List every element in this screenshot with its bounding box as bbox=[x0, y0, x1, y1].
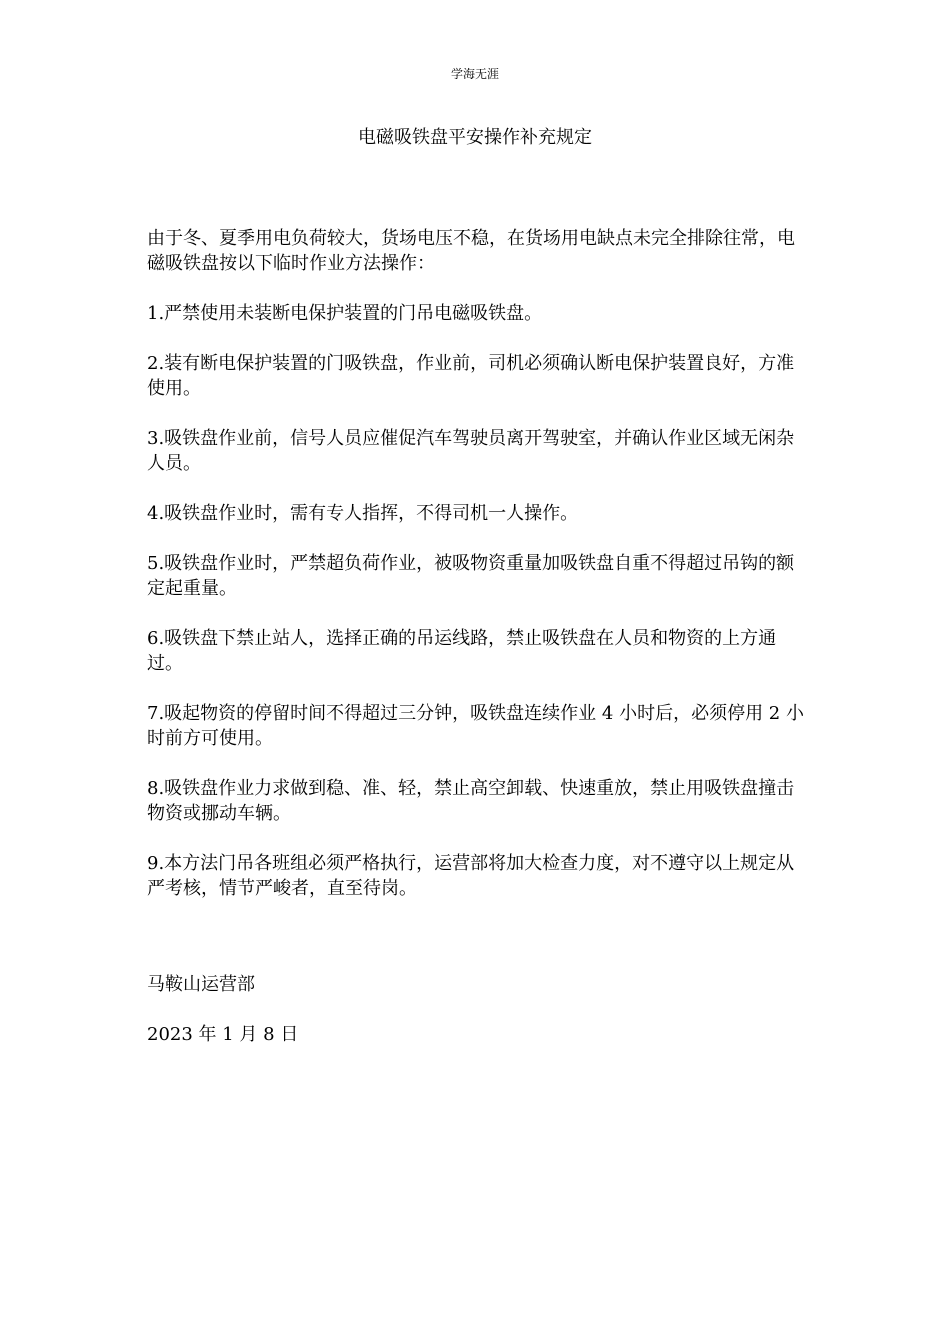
page-header: 学海无涯 bbox=[450, 67, 499, 81]
rule-item-4: 4.吸铁盘作业时，需有专人指挥，不得司机一人操作。 bbox=[147, 503, 579, 524]
document-body bbox=[147, 226, 807, 926]
signature-block bbox=[147, 972, 807, 1072]
rule-item-7: 7.吸起物资的停留时间不得超过三分钟，吸铁盘连续作业 4 小时后，必须停用 2 小时前方可使用。 bbox=[147, 703, 804, 749]
rule-item-2: 2.装有断电保护装置的门吸铁盘，作业前，司机必须确认断电保护装置良好，方准使用。 bbox=[147, 353, 795, 399]
document-title: 电磁吸铁盘平安操作补充规定 bbox=[358, 127, 592, 148]
signature-date: 2023 年 1 月 8 日 bbox=[147, 1024, 299, 1045]
rule-item-1: 1.严禁使用未装断电保护装置的门吊电磁吸铁盘。 bbox=[147, 303, 543, 324]
signature-org: 马鞍山运营部 bbox=[147, 974, 255, 995]
rule-item-9: 9.本方法门吊各班组必须严格执行，运营部将加大检查力度，对不遵守以上规定从严考核，情节严峻者，直至待岗。 bbox=[147, 853, 795, 899]
rule-item-8: 8.吸铁盘作业力求做到稳、准、轻，禁止高空卸载、快速重放，禁止用吸铁盘撞击物资或挪动车辆。 bbox=[147, 778, 795, 824]
rule-item-5: 5.吸铁盘作业时，严禁超负荷作业，被吸物资重量加吸铁盘自重不得超过吊钩的额定起重量。 bbox=[147, 553, 795, 599]
rule-item-3: 3.吸铁盘作业前，信号人员应催促汽车驾驶员离开驾驶室，并确认作业区域无闲杂人员。 bbox=[147, 428, 795, 474]
rule-item-6: 6.吸铁盘下禁止站人，选择正确的吊运线路，禁止吸铁盘在人员和物资的上方通过。 bbox=[147, 628, 777, 674]
intro-paragraph: 由于冬、夏季用电负荷较大，货场电压不稳，在货场用电缺点未完全排除往常，电磁吸铁盘按以下临时作业方法操作： bbox=[147, 228, 795, 274]
